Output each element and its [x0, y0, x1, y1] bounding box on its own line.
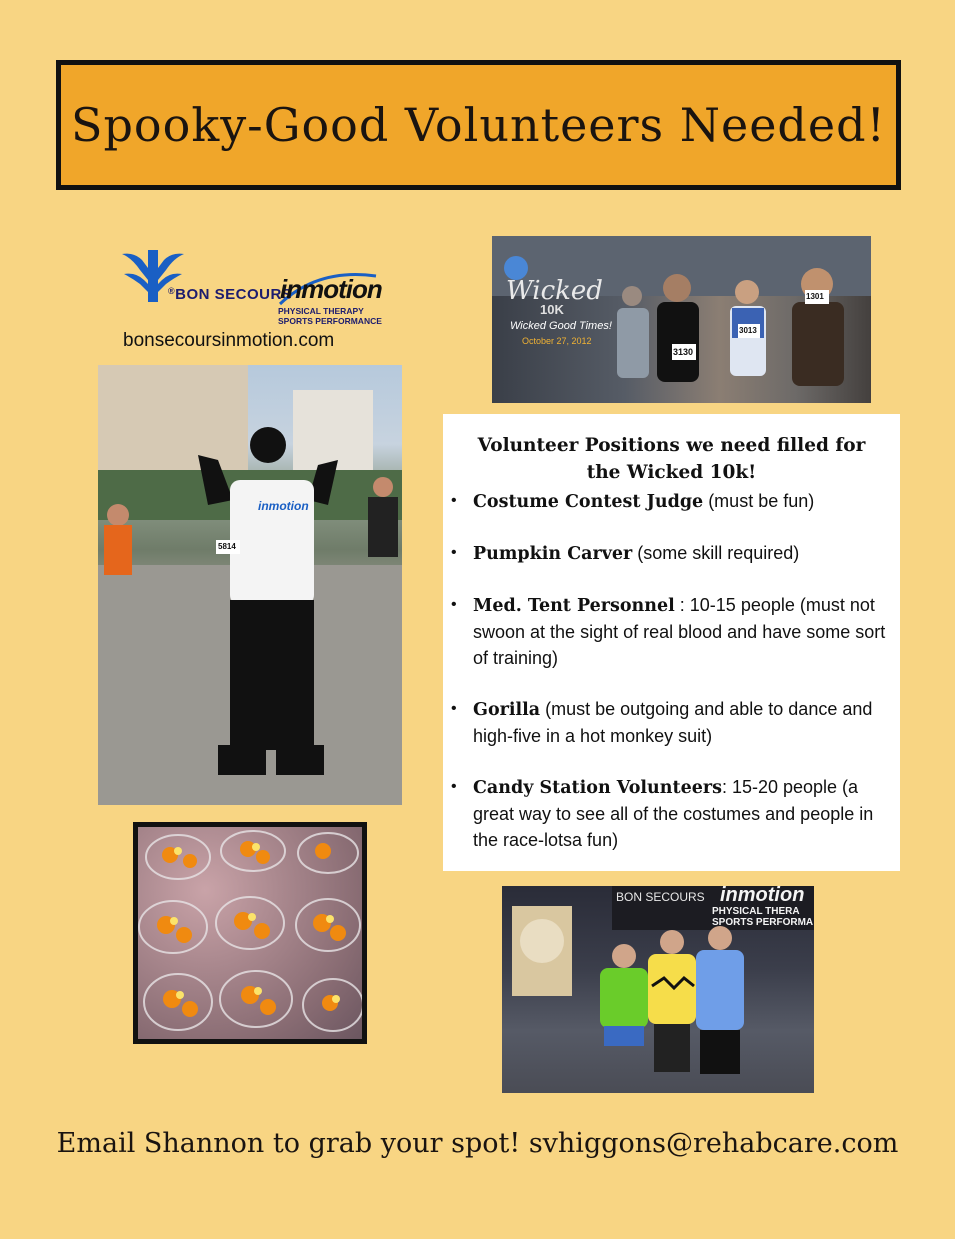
candy-corn-scene: [138, 827, 362, 1039]
gorilla-photo-scene: [98, 365, 402, 805]
volunteer-positions-panel: [443, 414, 900, 871]
wicked-logo-text: Wicked: [506, 276, 603, 306]
runner-bib: 5814: [218, 542, 236, 551]
logo-brand-text: ®BON SECOURS: [168, 286, 293, 303]
list-item: • Candy Station Volunteers: 15-20 people (a great way to see all of the costumes and people in the race-lotsa fun): [449, 774, 894, 853]
list-item: • Med. Tent Personnel : 10-15 people (must not swoon at the sight of real blood and have some sort of training): [449, 592, 894, 671]
booth-photo: [502, 886, 814, 1093]
race-photo: [492, 236, 871, 403]
race-bib: 1301: [806, 292, 824, 301]
title-banner: [56, 60, 901, 190]
race-bib: 3013: [739, 326, 757, 335]
logo-inmotion-text: inmotion: [280, 274, 382, 304]
footer-contact: Email Shannon to grab your spot! svhiggons@rehabcare.com: [56, 1128, 899, 1159]
page-title: Spooky-Good Volunteers Needed!: [70, 98, 887, 152]
booth-banner-brand: BON SECOURS: [616, 890, 705, 904]
list-item: • Pumpkin Carver (some skill required): [449, 540, 894, 567]
logo-subtitle: PHYSICAL THERAPY SPORTS PERFORMANCE: [278, 306, 382, 326]
wicked-tagline: Wicked Good Times!: [510, 320, 612, 332]
bon-secours-logo: [120, 246, 390, 356]
candy-corn-photo: [133, 822, 367, 1044]
list-item: • Gorilla (must be outgoing and able to dance and high-five in a hot monkey suit): [449, 696, 894, 749]
wicked-date: October 27, 2012: [522, 336, 592, 346]
panel-heading: Volunteer Positions we need filled for the Wicked 10k!: [477, 435, 866, 483]
race-bib: 3130: [673, 347, 694, 357]
booth-banner-sub: PHYSICAL THERA SPORTS PERFORMA: [712, 906, 814, 928]
list-item: • Costume Contest Judge (must be fun): [449, 488, 894, 515]
website-url: bonsecoursinmotion.com: [123, 330, 335, 351]
gorilla-photo: [98, 365, 402, 805]
wicked-distance: 10K: [540, 302, 564, 317]
shirt-logo: inmotion: [258, 499, 309, 513]
booth-banner-inmotion: inmotion: [720, 886, 805, 906]
positions-list: [449, 488, 894, 853]
